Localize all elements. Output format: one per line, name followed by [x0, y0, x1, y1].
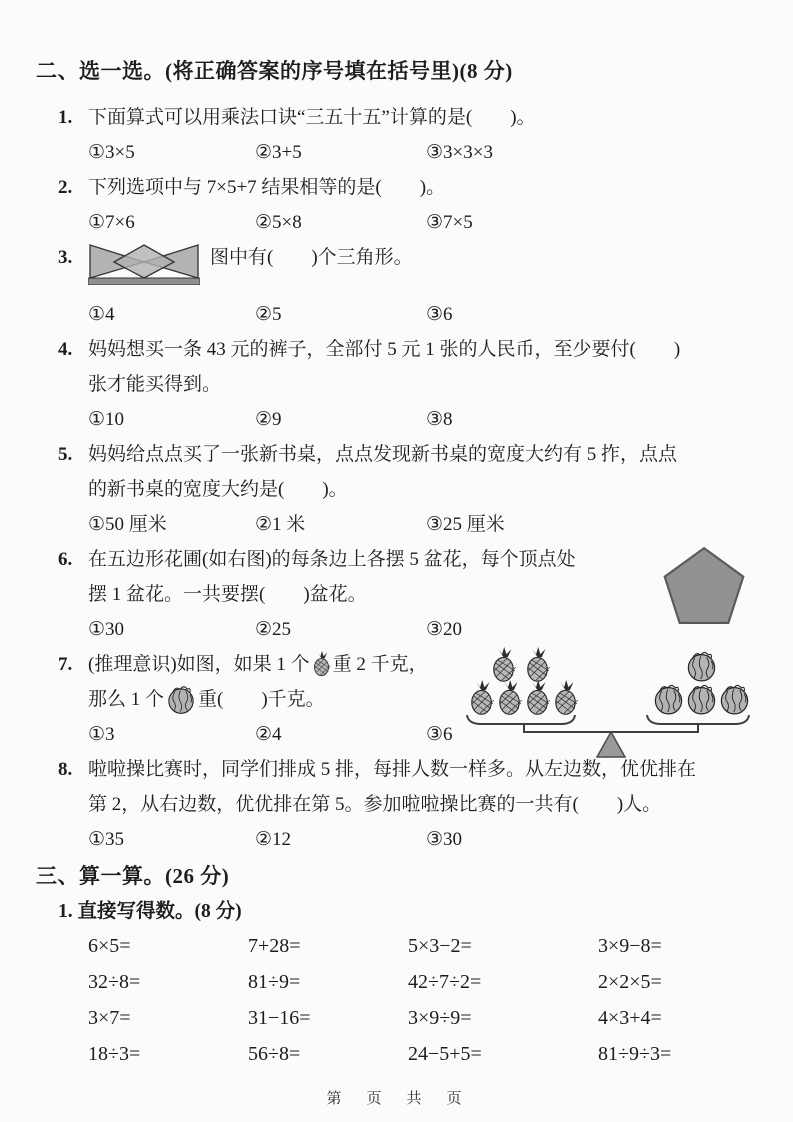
calc-subtitle: 1. 直接写得数。(8 分) — [58, 901, 242, 922]
option: ②5×8 — [255, 212, 302, 233]
question-text: 图中有( )个三角形。 — [210, 247, 413, 268]
option: ①50 厘米 — [88, 514, 167, 535]
calc-problem: 2×2×5= — [598, 971, 662, 993]
question-text: 那么 1 个 — [88, 689, 165, 710]
question-7 — [36, 647, 753, 752]
calc-problem: 5×3−2= — [408, 935, 472, 957]
pineapple-icon — [556, 680, 578, 714]
question-3 — [36, 240, 753, 332]
calc-problem: 18÷3= — [88, 1043, 141, 1065]
triangles-figure — [88, 243, 200, 297]
option: ②1 米 — [255, 514, 306, 535]
question-number: 5. — [58, 444, 73, 465]
pineapple-icon — [528, 647, 550, 681]
question-text: 妈妈给点点买了一张新书桌，点点发现新书桌的宽度大约有 5 拃，点点 — [88, 444, 678, 465]
question-text-line2: 第 2，从右边数，优优排在第 5。参加啦啦操比赛的一共有( )人。 — [88, 794, 662, 815]
cabbage-icon — [655, 685, 681, 714]
option: ③30 — [426, 829, 463, 850]
question-5 — [36, 437, 753, 542]
question-text: (推理意识)如图，如果 1 个 — [88, 654, 310, 675]
question-text: 下面算式可以用乘法口诀“三五十五”计算的是( )。 — [88, 107, 536, 128]
question-text: 在五边形花圃(如右图)的每条边上各摆 5 盆花，每个顶点处 — [88, 549, 576, 570]
cabbage-icon — [688, 685, 714, 714]
calc-problem: 32÷8= — [88, 971, 141, 993]
option: ②3+5 — [255, 142, 302, 163]
calc-problem: 42÷7÷2= — [408, 971, 482, 993]
option: ①10 — [88, 409, 125, 430]
option: ①3×5 — [88, 142, 135, 163]
options-row — [36, 135, 753, 170]
question-number: 8. — [58, 759, 73, 780]
option: ①7×6 — [88, 212, 135, 233]
pineapple-icon — [500, 680, 522, 714]
option: ①4 — [88, 304, 115, 325]
pentagon-icon — [661, 544, 747, 633]
calc-problem: 24−5+5= — [408, 1043, 482, 1065]
calc-problem: 56÷8= — [248, 1043, 301, 1065]
calc-problem: 4×3+4= — [598, 1007, 662, 1029]
question-number: 4. — [58, 339, 73, 360]
cabbage-icon — [165, 683, 197, 715]
option: ③25 厘米 — [426, 514, 505, 535]
option: ②9 — [255, 409, 282, 430]
pineapple-icon — [472, 680, 494, 714]
options-row — [36, 297, 753, 332]
question-number: 7. — [58, 654, 73, 675]
question-number: 6. — [58, 549, 73, 570]
question-6 — [36, 542, 753, 647]
question-8 — [36, 752, 753, 857]
option: ③6 — [426, 304, 453, 325]
option: ③20 — [426, 619, 463, 640]
calc-problem: 81÷9= — [248, 971, 301, 993]
section-choose-title: 二、选一选。(将正确答案的序号填在括号里)(8 分) — [36, 59, 513, 83]
question-2 — [36, 170, 753, 240]
pineapple-icon — [528, 680, 550, 714]
question-text: 妈妈想买一条 43 元的裤子，全部付 5 元 1 张的人民币，至少要付( ) — [88, 339, 681, 360]
option: ②12 — [255, 829, 292, 850]
options-row — [36, 822, 753, 857]
option: ①30 — [88, 619, 125, 640]
calc-row — [36, 964, 753, 1000]
calc-problem: 6×5= — [88, 935, 131, 957]
options-row — [36, 205, 753, 240]
option: ③8 — [426, 409, 453, 430]
option: ③7×5 — [426, 212, 473, 233]
question-number: 3. — [58, 247, 73, 268]
option: ③3×3×3 — [426, 142, 493, 163]
question-text: 重 2 千克， — [332, 654, 428, 675]
question-text: 下列选项中与 7×5+7 结果相等的是( )。 — [88, 177, 446, 198]
option: ②4 — [255, 724, 282, 745]
question-number: 2. — [58, 177, 73, 198]
option: ①3 — [88, 724, 115, 745]
options-row — [36, 612, 753, 647]
calc-problem: 3×9−8= — [598, 935, 662, 957]
pineapple-icon — [494, 647, 516, 681]
question-text: 重( )千克。 — [198, 689, 325, 710]
option: ②5 — [255, 304, 282, 325]
calc-row — [36, 1000, 753, 1036]
question-number: 1. — [58, 107, 73, 128]
option: ①35 — [88, 829, 125, 850]
balance-scale-figure — [459, 643, 759, 766]
calc-problem: 7+28= — [248, 935, 301, 957]
pineapple-icon — [311, 651, 332, 677]
cabbage-icon — [721, 685, 747, 714]
cabbage-icon — [688, 652, 714, 681]
calc-problem: 31−16= — [248, 1007, 311, 1029]
calc-problem: 3×9÷9= — [408, 1007, 472, 1029]
question-text: 啦啦操比赛时，同学们排成 5 排，每排人数一样多。从左边数，优优排在 — [88, 759, 697, 780]
calc-row — [36, 928, 753, 964]
calc-row — [36, 1036, 753, 1072]
option: ②25 — [255, 619, 292, 640]
calc-problem: 81÷9÷3= — [598, 1043, 672, 1065]
question-4 — [36, 332, 753, 437]
options-row — [36, 402, 753, 437]
page-footer: 第 页 共 页 — [326, 1090, 467, 1107]
option: ③6 — [426, 724, 453, 745]
question-text-line2: 张才能买得到。 — [88, 374, 222, 395]
options-row — [36, 507, 753, 542]
calc-problem: 3×7= — [88, 1007, 131, 1029]
question-text-line2: 的新书桌的宽度大约是( )。 — [88, 479, 348, 500]
section-calc-title: 三、算一算。(26 分) — [36, 864, 230, 888]
question-1 — [36, 100, 753, 170]
question-text-line2: 摆 1 盆花。一共要摆( )盆花。 — [88, 584, 367, 605]
